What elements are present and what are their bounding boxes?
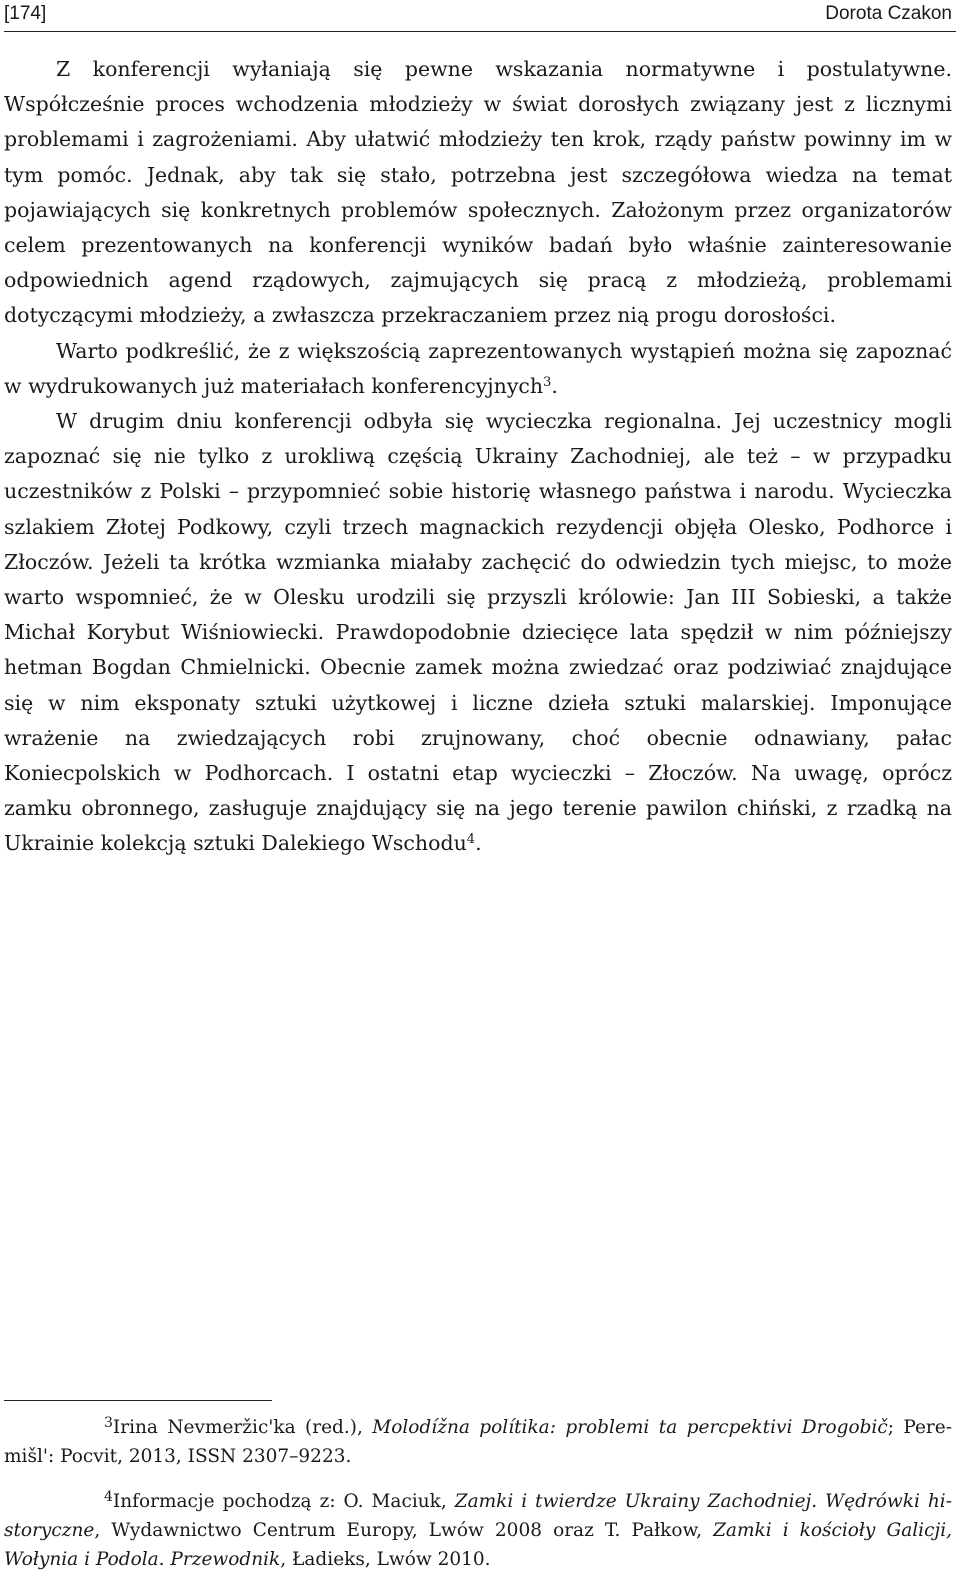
footnote-rule — [4, 1400, 272, 1401]
paragraph-2 — [4, 334, 952, 404]
running-author: Dorota Czakon — [825, 3, 952, 24]
paragraph-2-end: . — [551, 373, 558, 398]
footnote-4-title-1: Zamki i twierdze Ukrainy Zachodniej. Wędrówki historyczne — [4, 1491, 952, 1541]
paragraph-1: Z konferencji wyłaniają się pewne wskazania normatywne i postulatywne. Współcześnie proces wchodzenia młodzieży w świat dorosłych związany jest z licznymi problemami i zagrożeniami. Aby ułatwić młodzieży ten krok, rządy państw powinny im w tym pomóc. Jednak, aby tak się stało, potrzebna jest szczegółowa wiedza na temat pojawiających się konkretnych problemów społecznych. Założonym przez organizatorów celem prezentowanych na konferencji wyników badań było właśnie zainteresowanie odpowiednich agend rządowych, zajmujących się pracą z młodzieżą, problemami dotyczącymi młodzieży, a zwłaszcza przekraczaniem przez nią progu dorosłości. — [4, 57, 952, 328]
footnote-3-rest: ; Peremišl': Pocvit, 2013, ISSN 2307–9223. — [4, 1417, 952, 1467]
paragraph-2-text: Warto podkreślić, że z większością zaprezentowanych wystąpień można się zapoznać w wydrukowanych już materiałach konferencyjnych — [4, 338, 952, 398]
header-rule — [4, 31, 956, 32]
footnote-4-mark: 4 — [104, 1489, 113, 1505]
footnote-4-title-2: Zamki i kościoły Galicji, Wołynia i Podola. Przewodnik — [4, 1520, 952, 1570]
footnote-4-lead: Informacje pochodzą z: O. Maciuk, — [112, 1491, 455, 1512]
footnote-3-title: Molodížna polítika: problemi ta percpektivi Drogobič — [372, 1417, 888, 1438]
footnote-3 — [4, 1409, 952, 1471]
footnote-4-rest: , Ładieks, Lwów 2010. — [280, 1549, 491, 1570]
footnote-3-author: Irina Nevmeržic'ka (red.), — [112, 1417, 373, 1438]
footnote-4-mid: , Wydawnictwo Centrum Europy, Lwów 2008 oraz T. Pałkow, — [94, 1520, 714, 1541]
footnote-4 — [4, 1483, 952, 1574]
paragraph-3-text: W drugim dniu konferencji odbyła się wycieczka regionalna. Jej uczestnicy mogli zapoznać się nie tylko z urokliwą częścią Ukrainy Zachodniej, ale też – w przypadku uczestników z Polski – przypomnieć sobie historię własnego państwa i narodu. Wycieczka szlakiem Złotej Podkowy, czyli trzech magnackich rezydencji objęła Olesko, Podhorce i Złoczów. Jeżeli ta krótka wzmianka miałaby zachęcić do odwiedzin tych miejsc, to może warto wspomnieć, że w Olesku urodzili się przyszli królowie: Jan III Sobieski, a także Michał Korybut Wiśniowiecki. Prawdopodobnie dziecięce lata spędził w nim późniejszy hetman Bogdan Chmielnicki. Obecnie zamek można zwiedzać oraz podziwiać znajdujące się w nim eksponaty sztuki użytkowej i liczne dzieła sztuki malarskiej. Imponujące wrażenie na zwiedzających robi zrujnowany, choć obecnie odnawiany, pałac Koniecpolskich w Podhorcach. I ostatni etap wycieczki – Złoczów. Na uwagę, oprócz zamku obronnego, zasługuje znajdujący się na jego terenie pawilon chiński, z rzadką na Ukrainie kolekcją sztuki Dalekiego Wschodu — [4, 409, 952, 856]
paragraph-3-end: . — [475, 831, 482, 856]
running-header — [4, 0, 952, 28]
page-number: [174] — [4, 3, 47, 24]
body-text — [4, 52, 952, 862]
footnote-3-mark: 3 — [104, 1415, 113, 1431]
paragraph-3 — [4, 404, 952, 862]
footnote-ref-3[interactable]: 3 — [543, 374, 552, 390]
footnotes — [4, 1400, 952, 1586]
footnote-ref-4[interactable]: 4 — [466, 832, 476, 848]
